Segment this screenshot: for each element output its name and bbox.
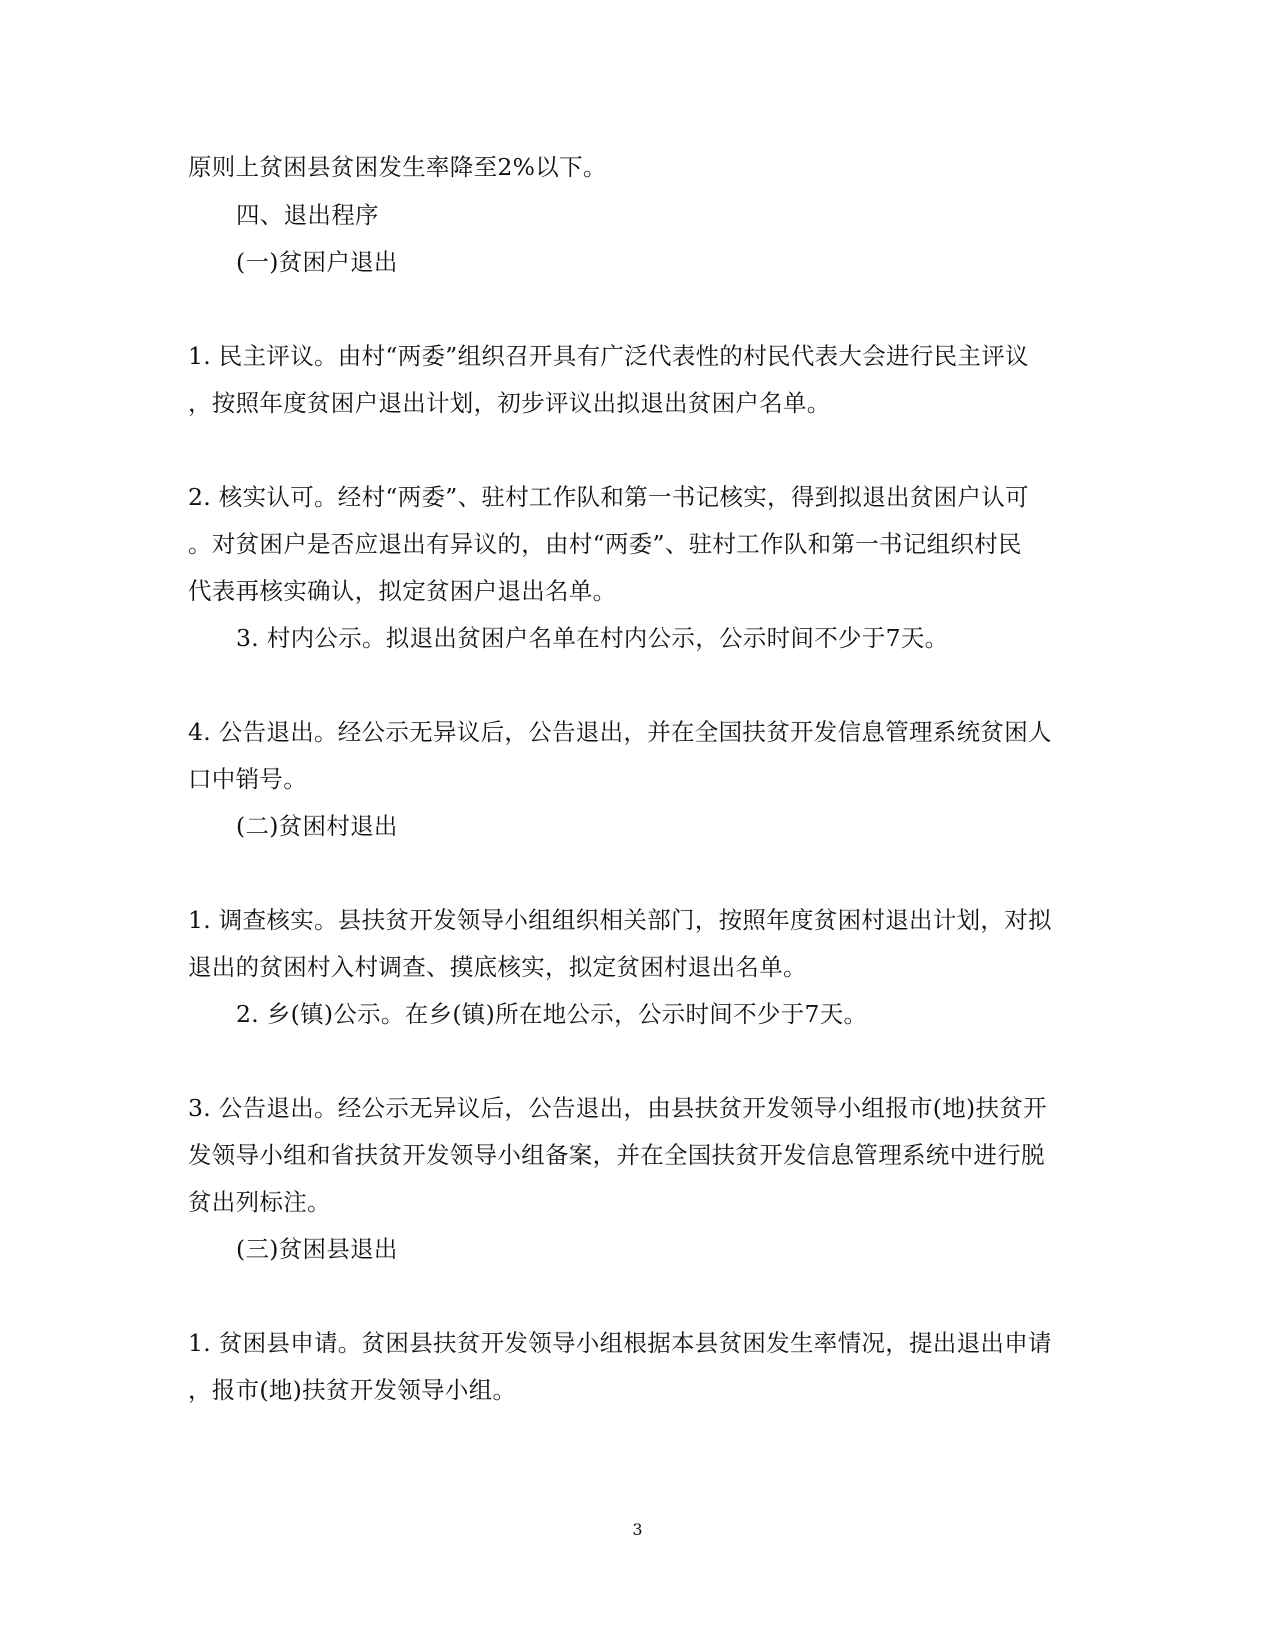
text-line: ，按照年度贫困户退出计划，初步评议出拟退出贫困户名单。	[188, 389, 831, 417]
subsection-heading: (三)贫困县退出	[236, 1235, 398, 1263]
text-line: 发领导小组和省扶贫开发领导小组备案，并在全国扶贫开发信息管理系统中进行脱	[188, 1141, 1045, 1169]
text-line: 4. 公告退出。经公示无异议后，公告退出，并在全国扶贫开发信息管理系统贫困人	[188, 718, 1052, 746]
text-line: 口中销号。	[188, 765, 307, 793]
text-line: 原则上贫困县贫困发生率降至2%以下。	[188, 153, 607, 181]
text-line: 代表再核实确认，拟定贫困户退出名单。	[188, 577, 617, 605]
text-line: 1. 调查核实。县扶贫开发领导小组组织相关部门，按照年度贫困村退出计划，对拟	[188, 906, 1052, 934]
text-line: 2. 核实认可。经村“两委”、驻村工作队和第一书记核实，得到拟退出贫困户认可	[188, 483, 1029, 511]
page-number: 3	[632, 1520, 643, 1539]
text-line: 1. 贫困县申请。贫困县扶贫开发领导小组根据本县贫困发生率情况，提出退出申请	[188, 1329, 1052, 1357]
text-line: ，报市(地)扶贫开发领导小组。	[188, 1376, 517, 1404]
text-line: 2. 乡(镇)公示。在乡(镇)所在地公示，公示时间不少于7天。	[236, 1000, 868, 1028]
text-line: 3. 公告退出。经公示无异议后，公告退出，由县扶贫开发领导小组报市(地)扶贫开	[188, 1094, 1047, 1122]
text-line: 3. 村内公示。拟退出贫困户名单在村内公示，公示时间不少于7天。	[236, 624, 949, 652]
section-heading: 四、退出程序	[236, 201, 379, 229]
subsection-heading: (二)贫困村退出	[236, 812, 398, 840]
text-line: 1. 民主评议。由村“两委”组织召开具有广泛代表性的村民代表大会进行民主评议	[188, 342, 1029, 370]
text-line: 贫出列标注。	[188, 1188, 331, 1216]
text-line: 。对贫困户是否应退出有异议的，由村“两委”、驻村工作队和第一书记组织村民	[188, 530, 1022, 558]
text-line: 退出的贫困村入村调查、摸底核实，拟定贫困村退出名单。	[188, 953, 807, 981]
subsection-heading: (一)贫困户退出	[236, 248, 398, 276]
